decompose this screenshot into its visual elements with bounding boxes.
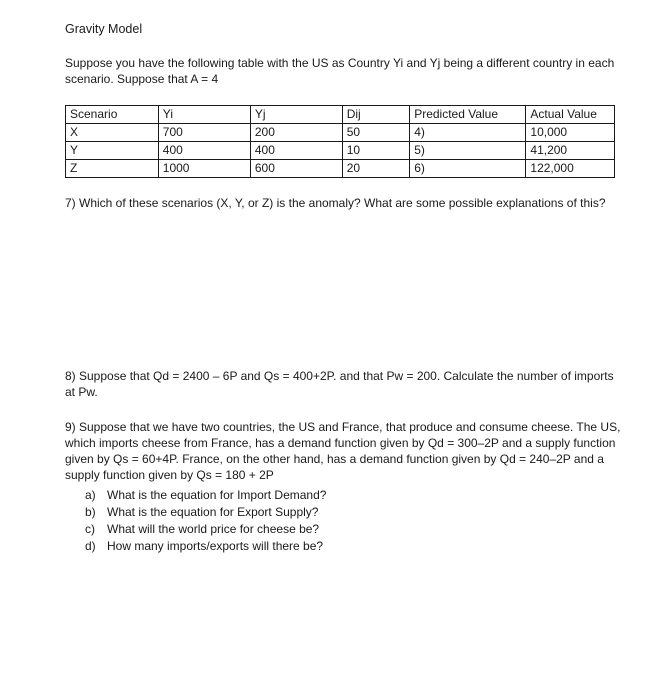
table-row: [66, 142, 615, 160]
table-cell: 10: [342, 142, 409, 160]
column-header-actual-value: Actual Value: [526, 106, 615, 124]
column-header-dij: Dij: [342, 106, 409, 124]
column-header-yj: Yj: [250, 106, 342, 124]
table-cell: 400: [158, 142, 250, 160]
table-cell: 41,200: [526, 142, 615, 160]
question-9-parts: [85, 487, 326, 555]
table-cell: Y: [66, 142, 159, 160]
list-item-marker: a): [85, 488, 96, 502]
table-row: [66, 124, 615, 142]
table-cell: 200: [250, 124, 342, 142]
column-header-yi: Yi: [158, 106, 250, 124]
table-row: [66, 160, 615, 178]
table-cell: 600: [250, 160, 342, 178]
table-header-row: [66, 106, 615, 124]
question-9: 9) Suppose that we have two countries, the US and France, that produce and consume cheese. The US, which imports cheese from France, has a demand function given by Qd = 300–2P and a supply function given by Qs = 60+4P. France, on the other hand, has a demand function given by Qd = 240–2P and a supply function given by Qs = 180 + 2P: [65, 420, 621, 482]
list-item-text: What will the world price for cheese be?: [107, 522, 320, 536]
table-cell: X: [66, 124, 159, 142]
list-item-text: What is the equation for Export Supply?: [107, 505, 319, 519]
table-cell: 6): [410, 160, 526, 178]
list-item: [85, 487, 326, 504]
column-header-scenario: Scenario: [66, 106, 159, 124]
list-item: [85, 521, 326, 538]
table-cell: 122,000: [526, 160, 615, 178]
table-cell: 700: [158, 124, 250, 142]
table-cell: 10,000: [526, 124, 615, 142]
table-cell: 50: [342, 124, 409, 142]
table-cell: 1000: [158, 160, 250, 178]
list-item-marker: d): [85, 539, 96, 553]
intro-paragraph: Suppose you have the following table with the US as Country Yi and Yj being a different country in each scenario. Suppose that A = 4: [65, 56, 615, 86]
table-cell: 20: [342, 160, 409, 178]
list-item-text: How many imports/exports will there be?: [107, 539, 324, 553]
table-cell: 5): [410, 142, 526, 160]
list-item: [85, 538, 326, 555]
list-item-marker: c): [85, 522, 95, 536]
column-header-predicted-value: Predicted Value: [410, 106, 526, 124]
page-title: Gravity Model: [65, 22, 143, 36]
table-cell: Z: [66, 160, 159, 178]
list-item-marker: b): [85, 505, 96, 519]
table-cell: 4): [410, 124, 526, 142]
gravity-table: [65, 105, 615, 178]
question-8: 8) Suppose that Qd = 2400 – 6P and Qs = 400+2P. and that Pw = 200. Calculate the number of imports at Pw.: [65, 369, 614, 399]
table-cell: 400: [250, 142, 342, 160]
list-item: [85, 504, 326, 521]
list-item-text: What is the equation for Import Demand?: [107, 488, 327, 502]
question-7: 7) Which of these scenarios (X, Y, or Z) is the anomaly? What are some possible explanations of this?: [65, 196, 606, 210]
